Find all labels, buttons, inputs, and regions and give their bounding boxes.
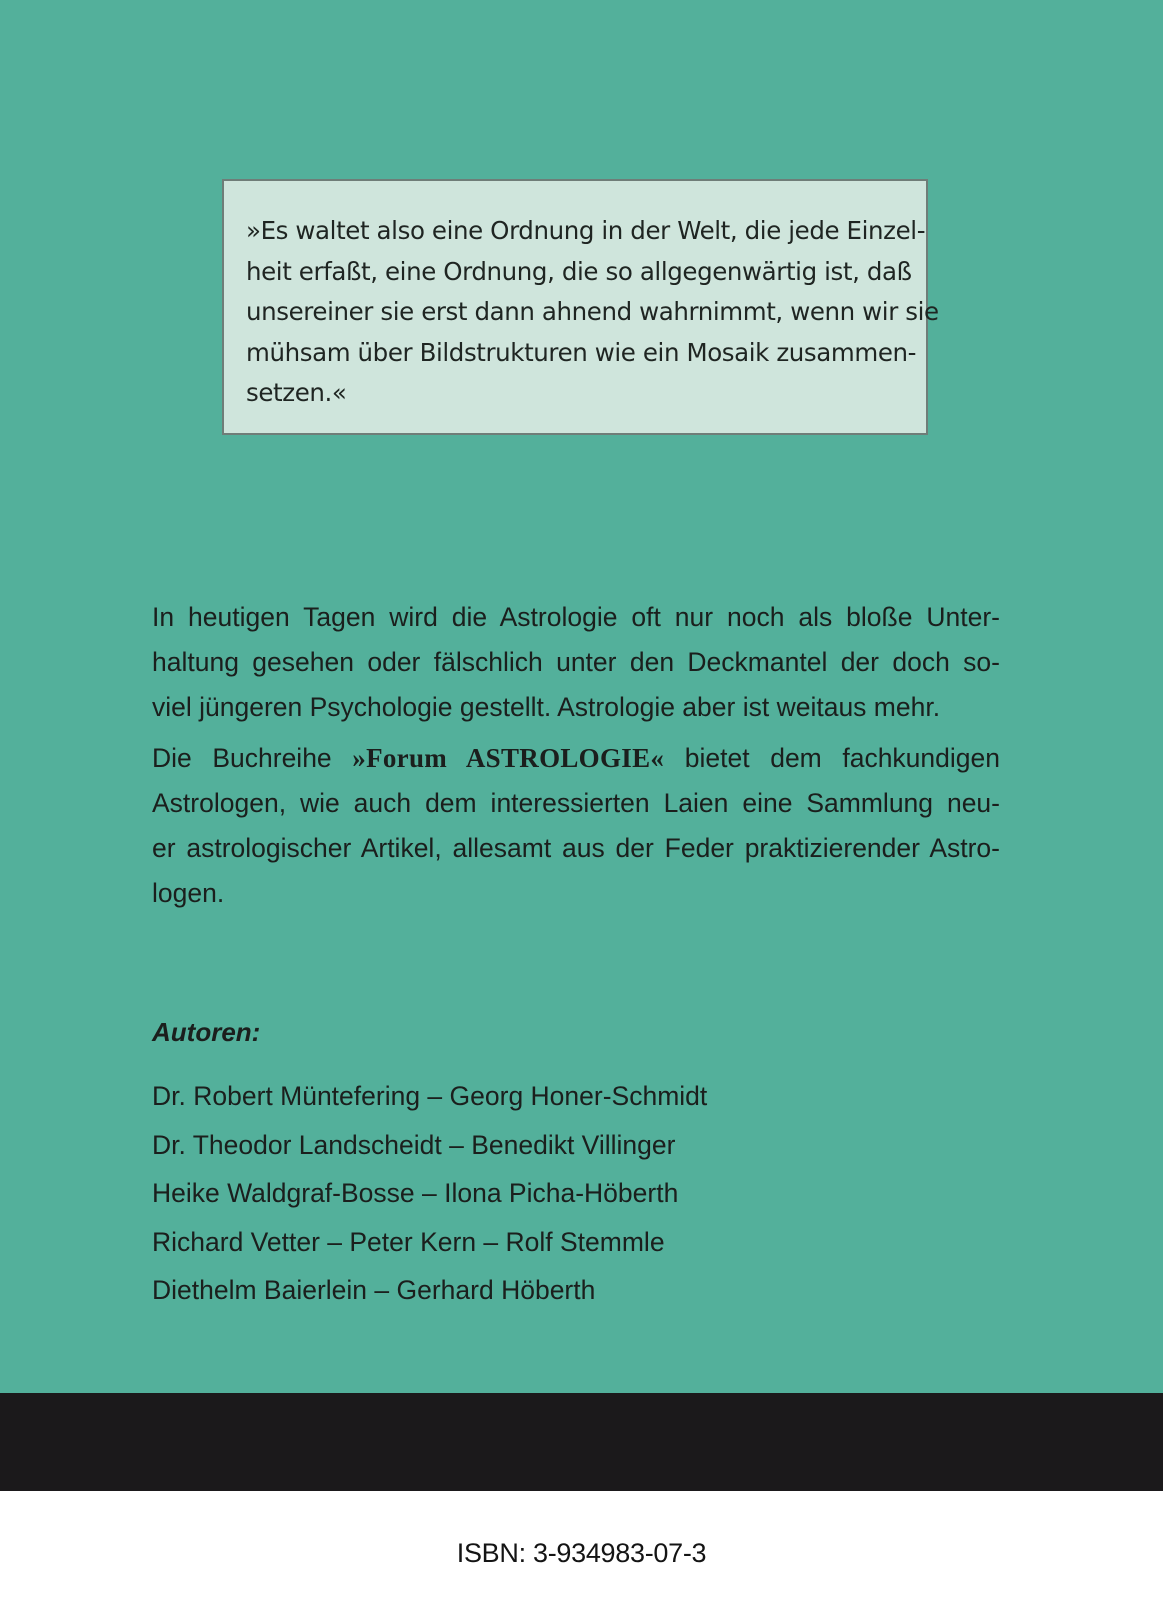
- quote-line: heit erfaßt, eine Ordnung, die so allgegenwärtig ist, daß: [246, 256, 912, 286]
- quote-line: setzen.«: [246, 378, 347, 407]
- isbn-label: ISBN: 3-934983-07-3: [456, 1538, 707, 1568]
- authors-heading: Autoren:: [152, 1017, 261, 1047]
- description-line: haltung gesehen oder fälschlich unter den Deckmantel der doch so-: [152, 647, 1000, 677]
- description-line: In heutigen Tagen wird die Astrologie oft nur noch als bloße Unter-: [152, 602, 1000, 632]
- quote-line: unsereiner sie erst dann ahnend wahrnimmt, wenn wir sie: [246, 297, 939, 326]
- book-description: [152, 595, 1000, 916]
- quote-box: [222, 179, 939, 435]
- quote-line: mühsam über Bildstrukturen wie ein Mosaik zusammen-: [246, 337, 917, 367]
- author-line: Dr. Robert Müntefering – Georg Honer-Schmidt: [152, 1081, 708, 1111]
- series-name: »Forum ASTROLOGIE«: [352, 743, 665, 773]
- description-line: [152, 736, 1000, 781]
- authors-list: [152, 1072, 707, 1315]
- description-line: viel jüngeren Psychologie gestellt. Astrologie aber ist weitaus mehr.: [152, 692, 941, 722]
- author-line: Heike Waldgraf-Bosse – Ilona Picha-Höberth: [152, 1178, 679, 1208]
- description-line: logen.: [152, 878, 225, 908]
- author-line: Dr. Theodor Landscheidt – Benedikt Villinger: [152, 1129, 676, 1160]
- quote-line: »Es waltet also eine Ordnung in der Welt, die jede Einzel-: [246, 216, 926, 245]
- description-line: Astrologen, wie auch dem interessierten Laien eine Sammlung neu-: [152, 788, 1000, 818]
- author-line: Diethelm Baierlein – Gerhard Höberth: [152, 1275, 596, 1305]
- author-line: Richard Vetter – Peter Kern – Rolf Stemmle: [152, 1226, 665, 1257]
- series-intro: Die Buchreihe: [152, 743, 332, 773]
- description-line: er astrologischer Artikel, allesamt aus der Feder praktizierender Astro-: [152, 833, 1000, 863]
- black-band: [0, 1393, 1163, 1491]
- quote-text: [246, 211, 939, 414]
- series-continuation: bietet dem fachkundigen: [684, 743, 1000, 773]
